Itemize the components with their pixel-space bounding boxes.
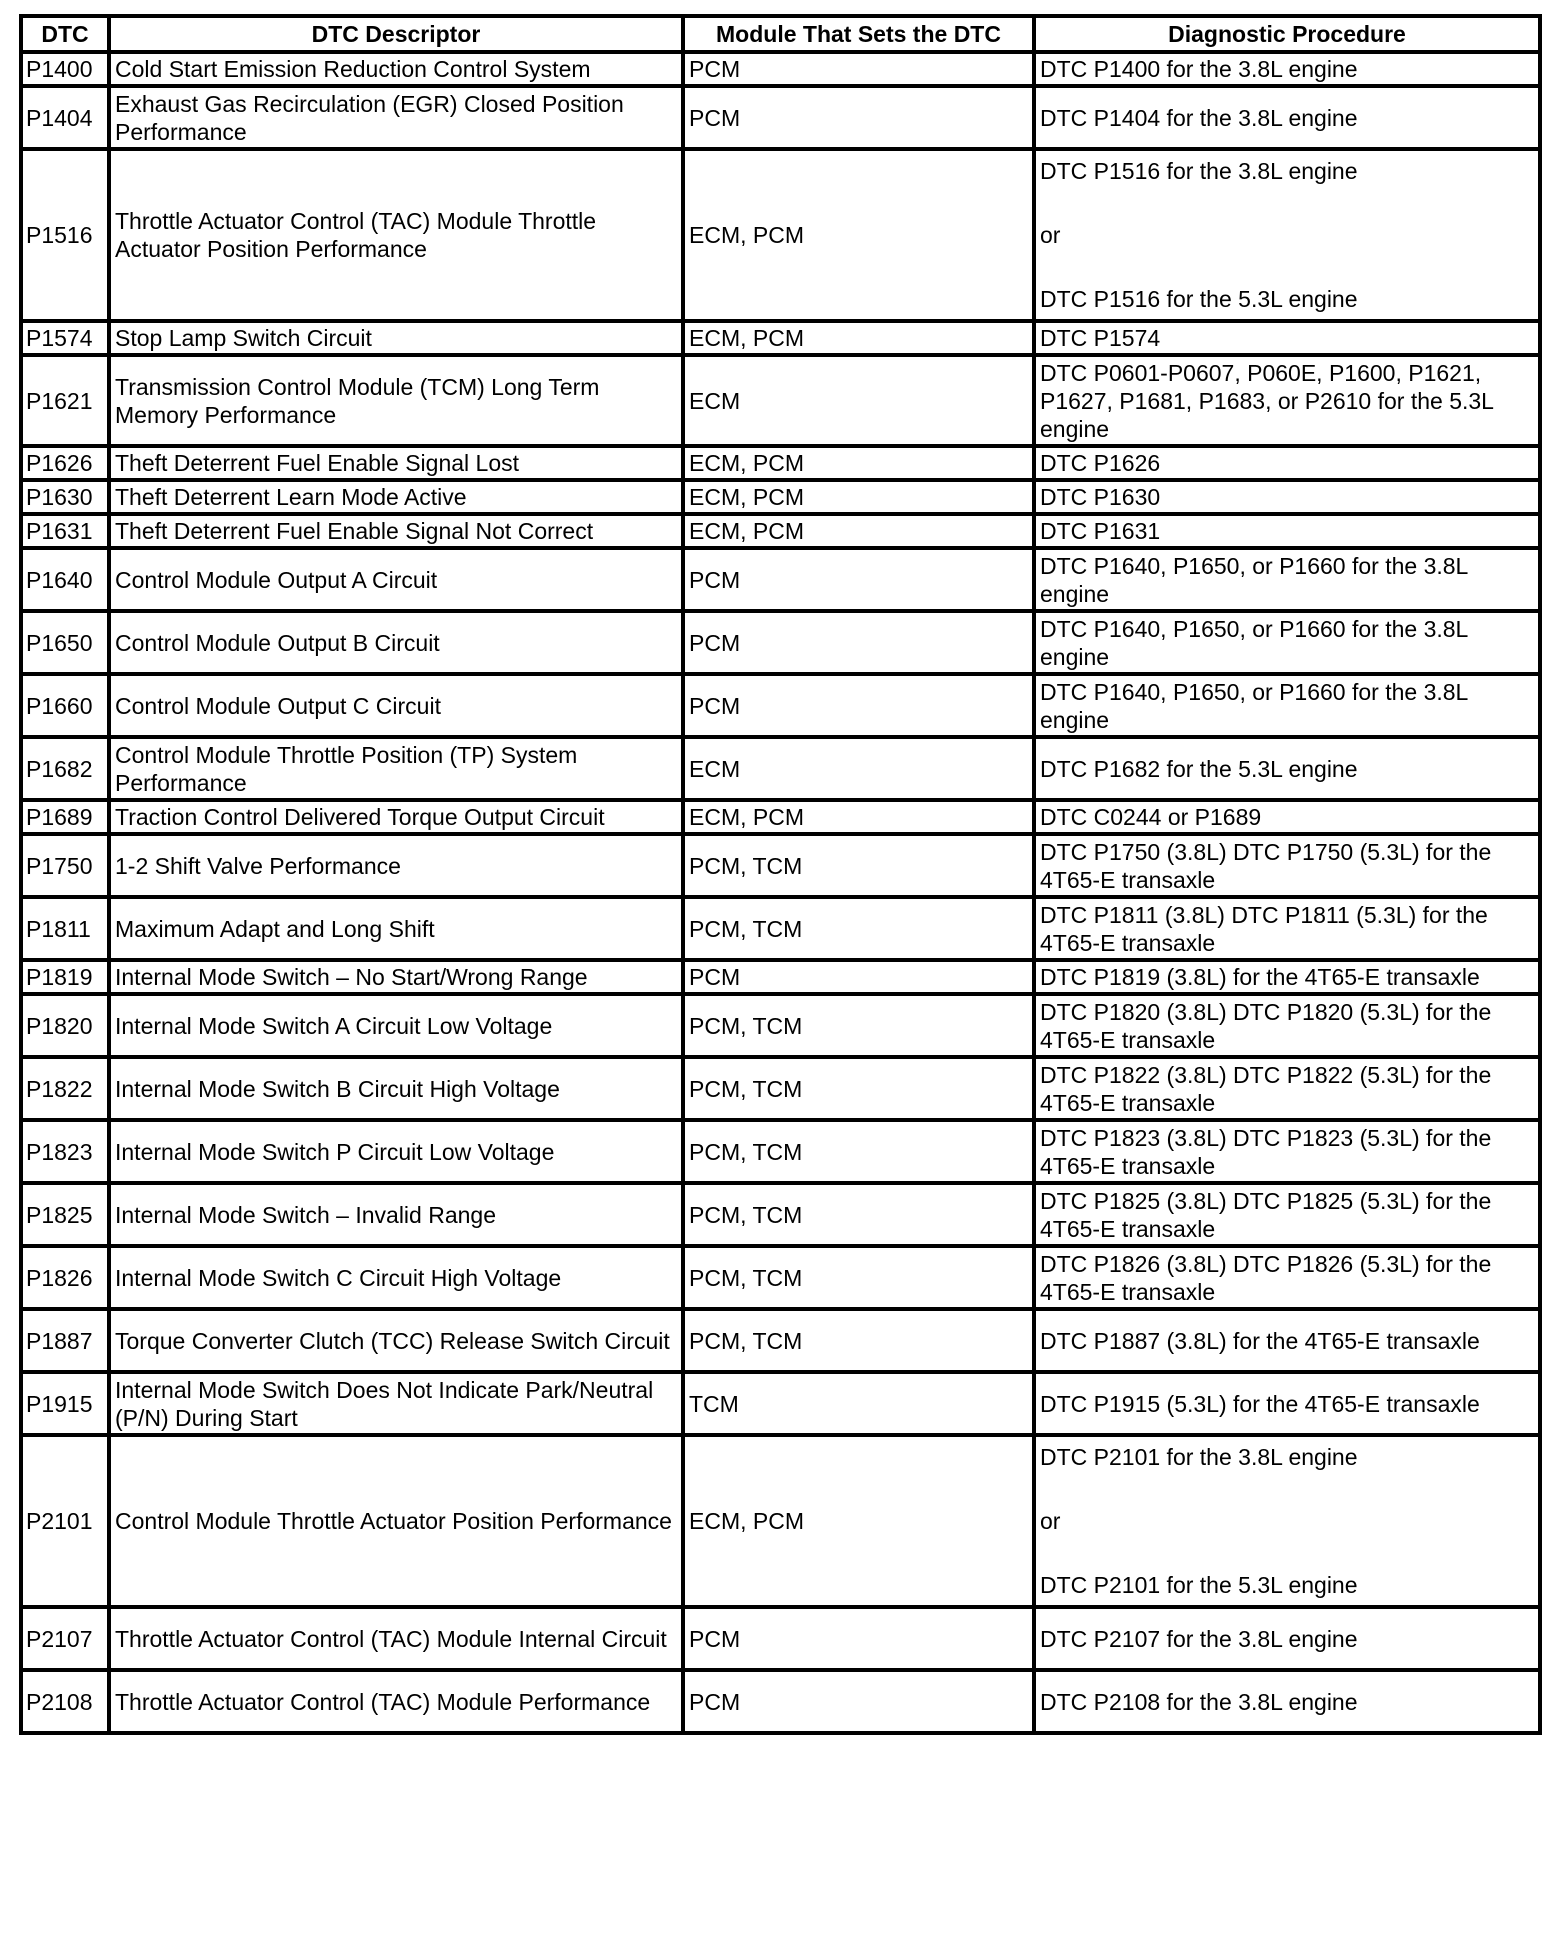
module-cell: ECM, PCM	[683, 1435, 1034, 1607]
descriptor-cell: Internal Mode Switch P Circuit Low Voltage	[109, 1120, 683, 1183]
procedure-line: DTC P1516 for the 5.3L engine	[1040, 286, 1358, 312]
descriptor-cell: Internal Mode Switch – Invalid Range	[109, 1183, 683, 1246]
module-cell: ECM, PCM	[683, 321, 1034, 355]
dtc-cell: P2107	[21, 1607, 109, 1670]
module-cell: ECM, PCM	[683, 149, 1034, 321]
descriptor-cell: Control Module Output A Circuit	[109, 548, 683, 611]
module-cell: ECM	[683, 355, 1034, 446]
table-row	[21, 480, 1540, 514]
procedure-line: or	[1040, 1508, 1061, 1534]
header-module: Module That Sets the DTC	[683, 16, 1034, 52]
procedure-line: DTC P2101 for the 3.8L engine	[1040, 1444, 1358, 1470]
table-row	[21, 1670, 1540, 1733]
module-cell: PCM	[683, 611, 1034, 674]
dtc-cell: P1825	[21, 1183, 109, 1246]
descriptor-cell: Theft Deterrent Learn Mode Active	[109, 480, 683, 514]
procedure-cell: DTC P1640, P1650, or P1660 for the 3.8L engine	[1034, 611, 1540, 674]
descriptor-cell: 1-2 Shift Valve Performance	[109, 834, 683, 897]
procedure-cell: DTC P1404 for the 3.8L engine	[1034, 86, 1540, 149]
procedure-cell: DTC P1826 (3.8L) DTC P1826 (5.3L) for the 4T65-E transaxle	[1034, 1246, 1540, 1309]
module-cell: PCM	[683, 674, 1034, 737]
module-cell: PCM, TCM	[683, 994, 1034, 1057]
dtc-cell: P1626	[21, 446, 109, 480]
dtc-cell: P1822	[21, 1057, 109, 1120]
header-procedure: Diagnostic Procedure	[1034, 16, 1540, 52]
descriptor-cell: Theft Deterrent Fuel Enable Signal Lost	[109, 446, 683, 480]
dtc-cell: P1689	[21, 800, 109, 834]
table-row	[21, 737, 1540, 800]
module-cell: PCM, TCM	[683, 897, 1034, 960]
dtc-cell: P1750	[21, 834, 109, 897]
dtc-cell: P1640	[21, 548, 109, 611]
module-cell: PCM, TCM	[683, 834, 1034, 897]
table-row	[21, 1309, 1540, 1372]
module-cell: ECM, PCM	[683, 446, 1034, 480]
descriptor-cell: Internal Mode Switch A Circuit Low Voltage	[109, 994, 683, 1057]
table-row	[21, 1120, 1540, 1183]
module-cell: PCM	[683, 52, 1034, 86]
dtc-cell: P1811	[21, 897, 109, 960]
module-cell: PCM	[683, 1607, 1034, 1670]
descriptor-cell: Internal Mode Switch Does Not Indicate Park/Neutral (P/N) During Start	[109, 1372, 683, 1435]
table-row	[21, 446, 1540, 480]
dtc-cell: P1516	[21, 149, 109, 321]
procedure-line: DTC P2101 for the 5.3L engine	[1040, 1572, 1358, 1598]
procedure-cell	[1034, 1435, 1540, 1607]
dtc-cell: P1826	[21, 1246, 109, 1309]
procedure-cell: DTC P1574	[1034, 321, 1540, 355]
descriptor-cell: Cold Start Emission Reduction Control System	[109, 52, 683, 86]
table-row	[21, 994, 1540, 1057]
procedure-line: or	[1040, 222, 1061, 248]
module-cell: ECM, PCM	[683, 480, 1034, 514]
table-row	[21, 52, 1540, 86]
procedure-cell: DTC P1630	[1034, 480, 1540, 514]
table-row	[21, 1246, 1540, 1309]
procedure-cell: DTC P1626	[1034, 446, 1540, 480]
procedure-cell: DTC P1750 (3.8L) DTC P1750 (5.3L) for the 4T65-E transaxle	[1034, 834, 1540, 897]
descriptor-cell: Internal Mode Switch C Circuit High Voltage	[109, 1246, 683, 1309]
table-row	[21, 1057, 1540, 1120]
descriptor-cell: Throttle Actuator Control (TAC) Module Performance	[109, 1670, 683, 1733]
table-row	[21, 149, 1540, 321]
table-row	[21, 86, 1540, 149]
procedure-cell: DTC P1887 (3.8L) for the 4T65-E transaxle	[1034, 1309, 1540, 1372]
dtc-cell: P1682	[21, 737, 109, 800]
table-row	[21, 897, 1540, 960]
table-row	[21, 1183, 1540, 1246]
descriptor-cell: Traction Control Delivered Torque Output Circuit	[109, 800, 683, 834]
table-row	[21, 1607, 1540, 1670]
header-dtc: DTC	[21, 16, 109, 52]
table-row	[21, 674, 1540, 737]
dtc-cell: P1915	[21, 1372, 109, 1435]
table-row	[21, 611, 1540, 674]
dtc-cell: P1660	[21, 674, 109, 737]
descriptor-cell: Control Module Output B Circuit	[109, 611, 683, 674]
header-row	[21, 16, 1540, 52]
module-cell: ECM	[683, 737, 1034, 800]
procedure-cell: DTC P1640, P1650, or P1660 for the 3.8L engine	[1034, 674, 1540, 737]
module-cell: TCM	[683, 1372, 1034, 1435]
dtc-cell: P2108	[21, 1670, 109, 1733]
descriptor-cell: Transmission Control Module (TCM) Long Term Memory Performance	[109, 355, 683, 446]
descriptor-cell: Control Module Output C Circuit	[109, 674, 683, 737]
descriptor-cell: Maximum Adapt and Long Shift	[109, 897, 683, 960]
descriptor-cell: Control Module Throttle Position (TP) System Performance	[109, 737, 683, 800]
table-row	[21, 355, 1540, 446]
descriptor-cell: Throttle Actuator Control (TAC) Module Throttle Actuator Position Performance	[109, 149, 683, 321]
module-cell: PCM	[683, 548, 1034, 611]
descriptor-cell: Torque Converter Clutch (TCC) Release Switch Circuit	[109, 1309, 683, 1372]
dtc-cell: P1621	[21, 355, 109, 446]
dtc-cell: P1887	[21, 1309, 109, 1372]
procedure-cell: DTC P1631	[1034, 514, 1540, 548]
descriptor-cell: Stop Lamp Switch Circuit	[109, 321, 683, 355]
header-descriptor: DTC Descriptor	[109, 16, 683, 52]
procedure-cell: DTC P2108 for the 3.8L engine	[1034, 1670, 1540, 1733]
procedure-cell: DTC P1915 (5.3L) for the 4T65-E transaxle	[1034, 1372, 1540, 1435]
table-row	[21, 321, 1540, 355]
module-cell: ECM, PCM	[683, 514, 1034, 548]
table-row	[21, 548, 1540, 611]
table-body	[21, 52, 1540, 1733]
module-cell: PCM	[683, 1670, 1034, 1733]
dtc-cell: P1631	[21, 514, 109, 548]
procedure-cell	[1034, 149, 1540, 321]
procedure-line: DTC P1516 for the 3.8L engine	[1040, 158, 1358, 184]
procedure-cell: DTC P1822 (3.8L) DTC P1822 (5.3L) for the 4T65-E transaxle	[1034, 1057, 1540, 1120]
table-row	[21, 514, 1540, 548]
module-cell: PCM, TCM	[683, 1309, 1034, 1372]
table-row	[21, 960, 1540, 994]
dtc-cell: P1820	[21, 994, 109, 1057]
module-cell: PCM, TCM	[683, 1183, 1034, 1246]
dtc-cell: P1630	[21, 480, 109, 514]
procedure-cell: DTC P2107 for the 3.8L engine	[1034, 1607, 1540, 1670]
procedure-cell: DTC P1819 (3.8L) for the 4T65-E transaxle	[1034, 960, 1540, 994]
procedure-cell: DTC P1820 (3.8L) DTC P1820 (5.3L) for the 4T65-E transaxle	[1034, 994, 1540, 1057]
descriptor-cell: Internal Mode Switch B Circuit High Voltage	[109, 1057, 683, 1120]
procedure-cell: DTC P1825 (3.8L) DTC P1825 (5.3L) for the 4T65-E transaxle	[1034, 1183, 1540, 1246]
module-cell: PCM	[683, 86, 1034, 149]
dtc-cell: P1819	[21, 960, 109, 994]
procedure-cell: DTC P1400 for the 3.8L engine	[1034, 52, 1540, 86]
dtc-cell: P2101	[21, 1435, 109, 1607]
descriptor-cell: Exhaust Gas Recirculation (EGR) Closed Position Performance	[109, 86, 683, 149]
module-cell: PCM, TCM	[683, 1120, 1034, 1183]
dtc-cell: P1574	[21, 321, 109, 355]
descriptor-cell: Theft Deterrent Fuel Enable Signal Not Correct	[109, 514, 683, 548]
procedure-cell: DTC P1811 (3.8L) DTC P1811 (5.3L) for the 4T65-E transaxle	[1034, 897, 1540, 960]
table-row	[21, 800, 1540, 834]
dtc-table	[19, 14, 1542, 1735]
procedure-cell: DTC C0244 or P1689	[1034, 800, 1540, 834]
module-cell: PCM, TCM	[683, 1057, 1034, 1120]
dtc-cell: P1400	[21, 52, 109, 86]
procedure-cell: DTC P1682 for the 5.3L engine	[1034, 737, 1540, 800]
descriptor-cell: Internal Mode Switch – No Start/Wrong Range	[109, 960, 683, 994]
procedure-cell: DTC P1640, P1650, or P1660 for the 3.8L engine	[1034, 548, 1540, 611]
table-row	[21, 1372, 1540, 1435]
table-row	[21, 834, 1540, 897]
module-cell: ECM, PCM	[683, 800, 1034, 834]
module-cell: PCM, TCM	[683, 1246, 1034, 1309]
table-row	[21, 1435, 1540, 1607]
procedure-cell: DTC P0601-P0607, P060E, P1600, P1621, P1627, P1681, P1683, or P2610 for the 5.3L engine	[1034, 355, 1540, 446]
module-cell: PCM	[683, 960, 1034, 994]
descriptor-cell: Control Module Throttle Actuator Position Performance	[109, 1435, 683, 1607]
dtc-cell: P1823	[21, 1120, 109, 1183]
dtc-cell: P1404	[21, 86, 109, 149]
procedure-cell: DTC P1823 (3.8L) DTC P1823 (5.3L) for the 4T65-E transaxle	[1034, 1120, 1540, 1183]
descriptor-cell: Throttle Actuator Control (TAC) Module Internal Circuit	[109, 1607, 683, 1670]
dtc-cell: P1650	[21, 611, 109, 674]
